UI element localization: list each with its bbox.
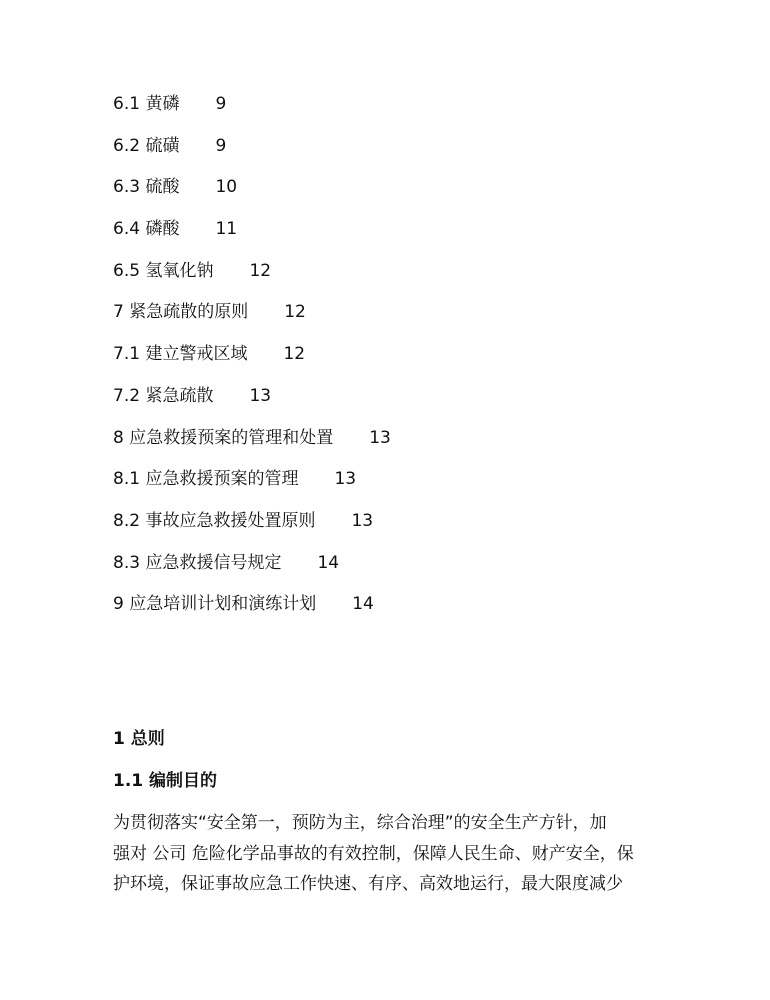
toc-entry (113, 507, 673, 549)
toc-entry (113, 215, 673, 257)
toc-entry (113, 590, 673, 632)
toc-entry-page: 12 (249, 260, 272, 281)
toc-entry-page: 13 (249, 385, 272, 406)
toc-entry-label: 6.1 黄磷 (113, 94, 180, 114)
table-of-contents (113, 90, 673, 632)
toc-entry-label: 6.4 磷酸 (113, 219, 180, 240)
toc-entry-label: 8.1 应急救援预案的管理 (113, 469, 299, 490)
toc-entry (113, 173, 673, 215)
toc-entry (113, 257, 673, 299)
toc-entry-label: 7.2 紧急疏散 (113, 385, 214, 406)
toc-entry-label: 7.1 建立警戒区域 (113, 344, 248, 365)
toc-entry-page: 12 (283, 344, 306, 365)
toc-entry (113, 132, 673, 174)
toc-entry (113, 298, 673, 340)
toc-entry (113, 465, 673, 507)
toc-entry-label: 9 应急培训计划和演练计划 (113, 594, 317, 615)
toc-entry-page: 13 (351, 510, 374, 531)
toc-entry (113, 382, 673, 424)
subsection-heading: 1.1 编制目的 (113, 771, 218, 791)
toc-entry-page: 9 (215, 135, 227, 156)
paragraph-line: 护环境，保证事故应急工作快速、有序、高效地运行，最大限度减少 (113, 874, 623, 894)
toc-entry-page: 13 (369, 427, 391, 448)
paragraph-line: 为贯彻落实“安全第一，预防为主，综合治理”的安全生产方针，加 (113, 813, 607, 833)
toc-entry-page: 13 (334, 469, 357, 490)
toc-entry-label: 8 应急救援预案的管理和处置 (113, 427, 334, 448)
toc-entry-page: 9 (215, 94, 227, 114)
toc-entry-label: 7 紧急疏散的原则 (113, 302, 249, 323)
toc-entry (113, 549, 673, 591)
toc-entry (113, 424, 673, 466)
toc-entry-page: 14 (317, 552, 340, 573)
toc-entry-page: 10 (215, 177, 238, 198)
body-paragraph (113, 808, 658, 900)
toc-entry (113, 340, 673, 382)
toc-entry-page: 11 (215, 219, 238, 240)
toc-entry-page: 12 (284, 302, 306, 323)
toc-entry-label: 6.5 氢氧化钠 (113, 260, 214, 281)
paragraph-line: 强对 公司 危险化学品事故的有效控制，保障人民生命、财产安全，保 (113, 843, 634, 864)
toc-entry-label: 8.2 事故应急救援处置原则 (113, 510, 316, 531)
toc-entry-label: 6.2 硫磺 (113, 135, 180, 156)
toc-entry-label: 8.3 应急救援信号规定 (113, 552, 282, 573)
toc-entry-label: 6.3 硫酸 (113, 177, 180, 198)
section-heading: 1 总则 (113, 729, 165, 749)
toc-entry (113, 90, 673, 132)
toc-entry-page: 14 (352, 594, 374, 615)
